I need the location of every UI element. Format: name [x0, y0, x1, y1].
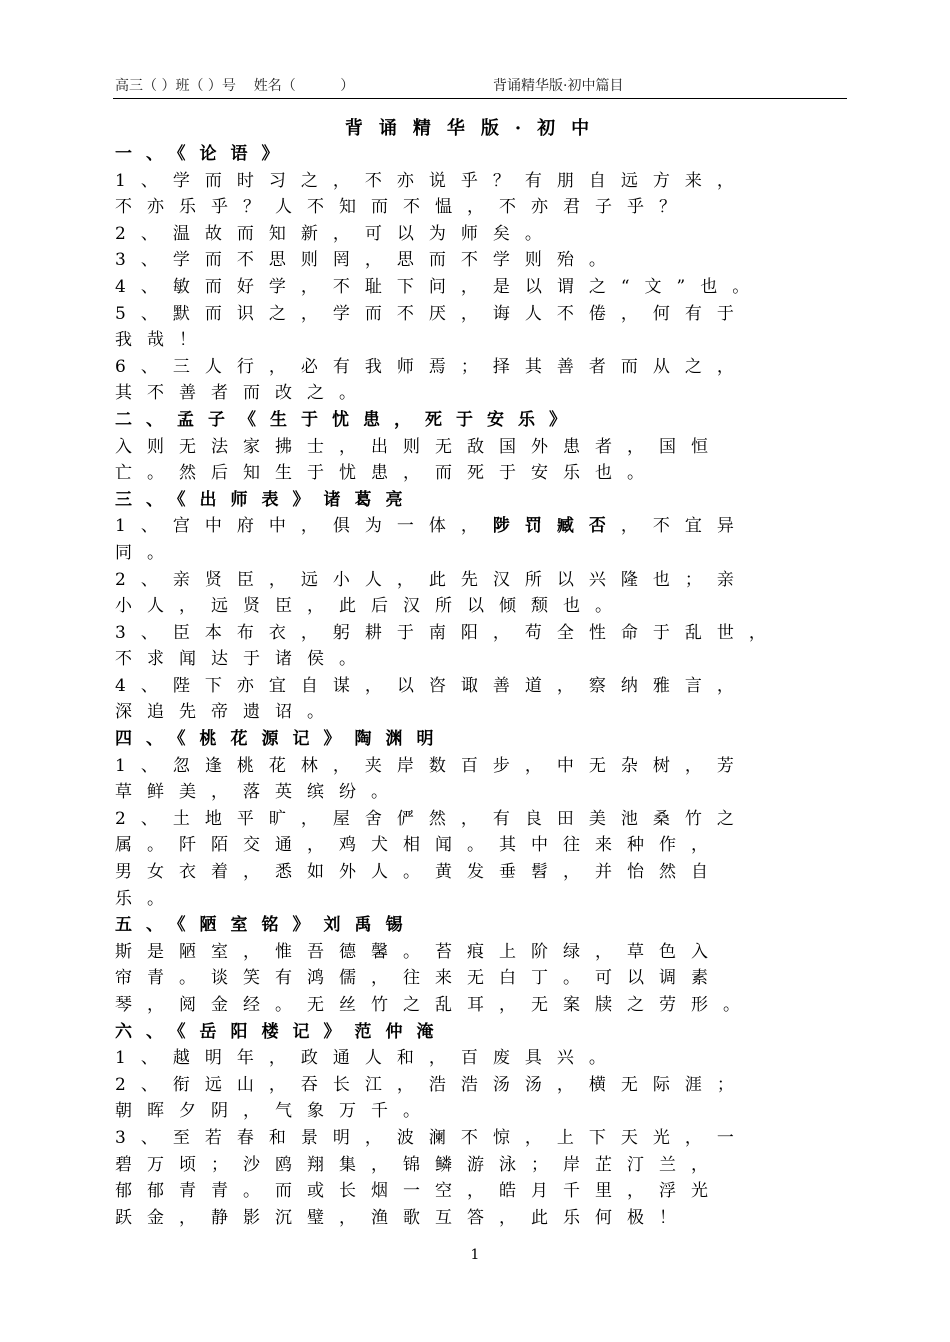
text-line: 6、三人行，必有我师焉；择其善者而从之，: [115, 356, 749, 377]
text-line: 跃金，静影沉璧，渔歌互答，此乐何极！: [115, 1207, 691, 1228]
text-line: 不求闻达于诸侯。: [115, 649, 371, 670]
text-line: 不亦乐乎？人不知而不愠，不亦君子乎？: [115, 197, 691, 218]
text-line: 乐。: [115, 888, 179, 909]
text-line: 5、默而识之，学而不厌，诲人不倦，何有于: [115, 303, 749, 324]
page-number: 1: [470, 1247, 480, 1263]
section-heading-mengzi: 二、孟子《生于忧患，死于安乐》: [115, 409, 580, 430]
section-heading-loushiming: 五、《陋室铭》刘禹锡: [115, 915, 417, 936]
text-line: 3、学而不思则罔，思而不学则殆。: [115, 250, 621, 271]
section-heading-yueyanglouji: 六、《岳阳楼记》范仲淹: [115, 1021, 448, 1042]
text-line: 碧万顷；沙鸥翔集，锦鳞游泳；岸芷汀兰，: [115, 1154, 723, 1175]
section-heading-taohuayuanji: 四、《桃花源记》陶渊明: [115, 729, 448, 750]
text-line: 小人，远贤臣，此后汉所以倾颓也。: [115, 596, 627, 617]
text-line: 郁郁青青。而或长烟一空，皓月千里，浮光: [115, 1181, 723, 1202]
text-line: 男女衣着，悉如外人。黄发垂髫，并怡然自: [115, 862, 723, 883]
page-header: [113, 76, 847, 99]
text-line: 帘青。谈笑有鸿儒，往来无白丁。可以调素: [115, 968, 723, 989]
text-line: 同。: [115, 542, 179, 563]
text-line: 4、陛下亦宜自谋，以咨诹善道，察纳雅言，: [115, 675, 749, 696]
page-title: 背诵精华版·初中: [344, 118, 606, 139]
text-line: 3、臣本布衣，躬耕于南阳，苟全性命于乱世，: [115, 622, 781, 643]
text-line: 1、越明年，政通人和，百废具兴。: [115, 1048, 621, 1069]
text-line: 2、土地平旷，屋舍俨然，有良田美池桑竹之: [115, 808, 749, 829]
text-line: 草鲜美，落英缤纷。: [115, 782, 403, 803]
text-line: 亡。然后知生于忧患，而死于安乐也。: [115, 463, 659, 484]
text-line: 入则无法家拂士，出则无敌国外患者，国恒: [115, 436, 723, 457]
section-heading-lunyu: 一、《论语》: [115, 144, 293, 164]
text-line: 1、学而时习之，不亦说乎？有朋自远方来，: [115, 170, 749, 191]
section-heading-chushibiao: 三、《出师表》诸葛亮: [115, 489, 417, 510]
text-line: 4、敏而好学，不耻下问，是以谓之“文”也。: [115, 276, 765, 297]
text-segment: 1、宫中府中，俱为一体，: [115, 516, 493, 537]
text-line: 琴，阅金经。无丝竹之乱耳，无案牍之劳形。: [115, 995, 755, 1015]
text-line: [115, 513, 855, 540]
text-line: 斯是陋室，惟吾德馨。苔痕上阶绿，草色入: [115, 941, 723, 962]
text-line: 属。阡陌交通，鸡犬相闻。其中往来种作，: [115, 835, 723, 856]
text-line: 3、至若春和景明，波澜不惊，上下天光，一: [115, 1127, 749, 1148]
text-line: 1、忽逢桃花林，夹岸数百步，中无杂树，芳: [115, 755, 749, 776]
bold-phrase: 陟罚臧否: [492, 516, 621, 537]
header-doc-title: 背诵精华版·初中篇目: [493, 78, 624, 94]
document-body: [115, 141, 855, 1231]
text-line: 其不善者而改之。: [115, 383, 371, 404]
header-student-info: 高三（ ）班（ ）号 姓名（ ）: [115, 78, 355, 94]
text-line: 朝晖夕阴，气象万千。: [115, 1101, 435, 1122]
text-line: 2、衔远山，吞长江，浩浩汤汤，横无际涯；: [115, 1074, 749, 1095]
text-line: 2、温故而知新，可以为师矣。: [115, 223, 557, 244]
text-line: 深追先帝遗诏。: [115, 702, 339, 723]
text-line: 2、亲贤臣，远小人，此先汉所以兴隆也；亲: [115, 569, 749, 590]
text-segment: ，不宜异: [620, 516, 749, 537]
text-line: 我哉！: [115, 330, 211, 351]
